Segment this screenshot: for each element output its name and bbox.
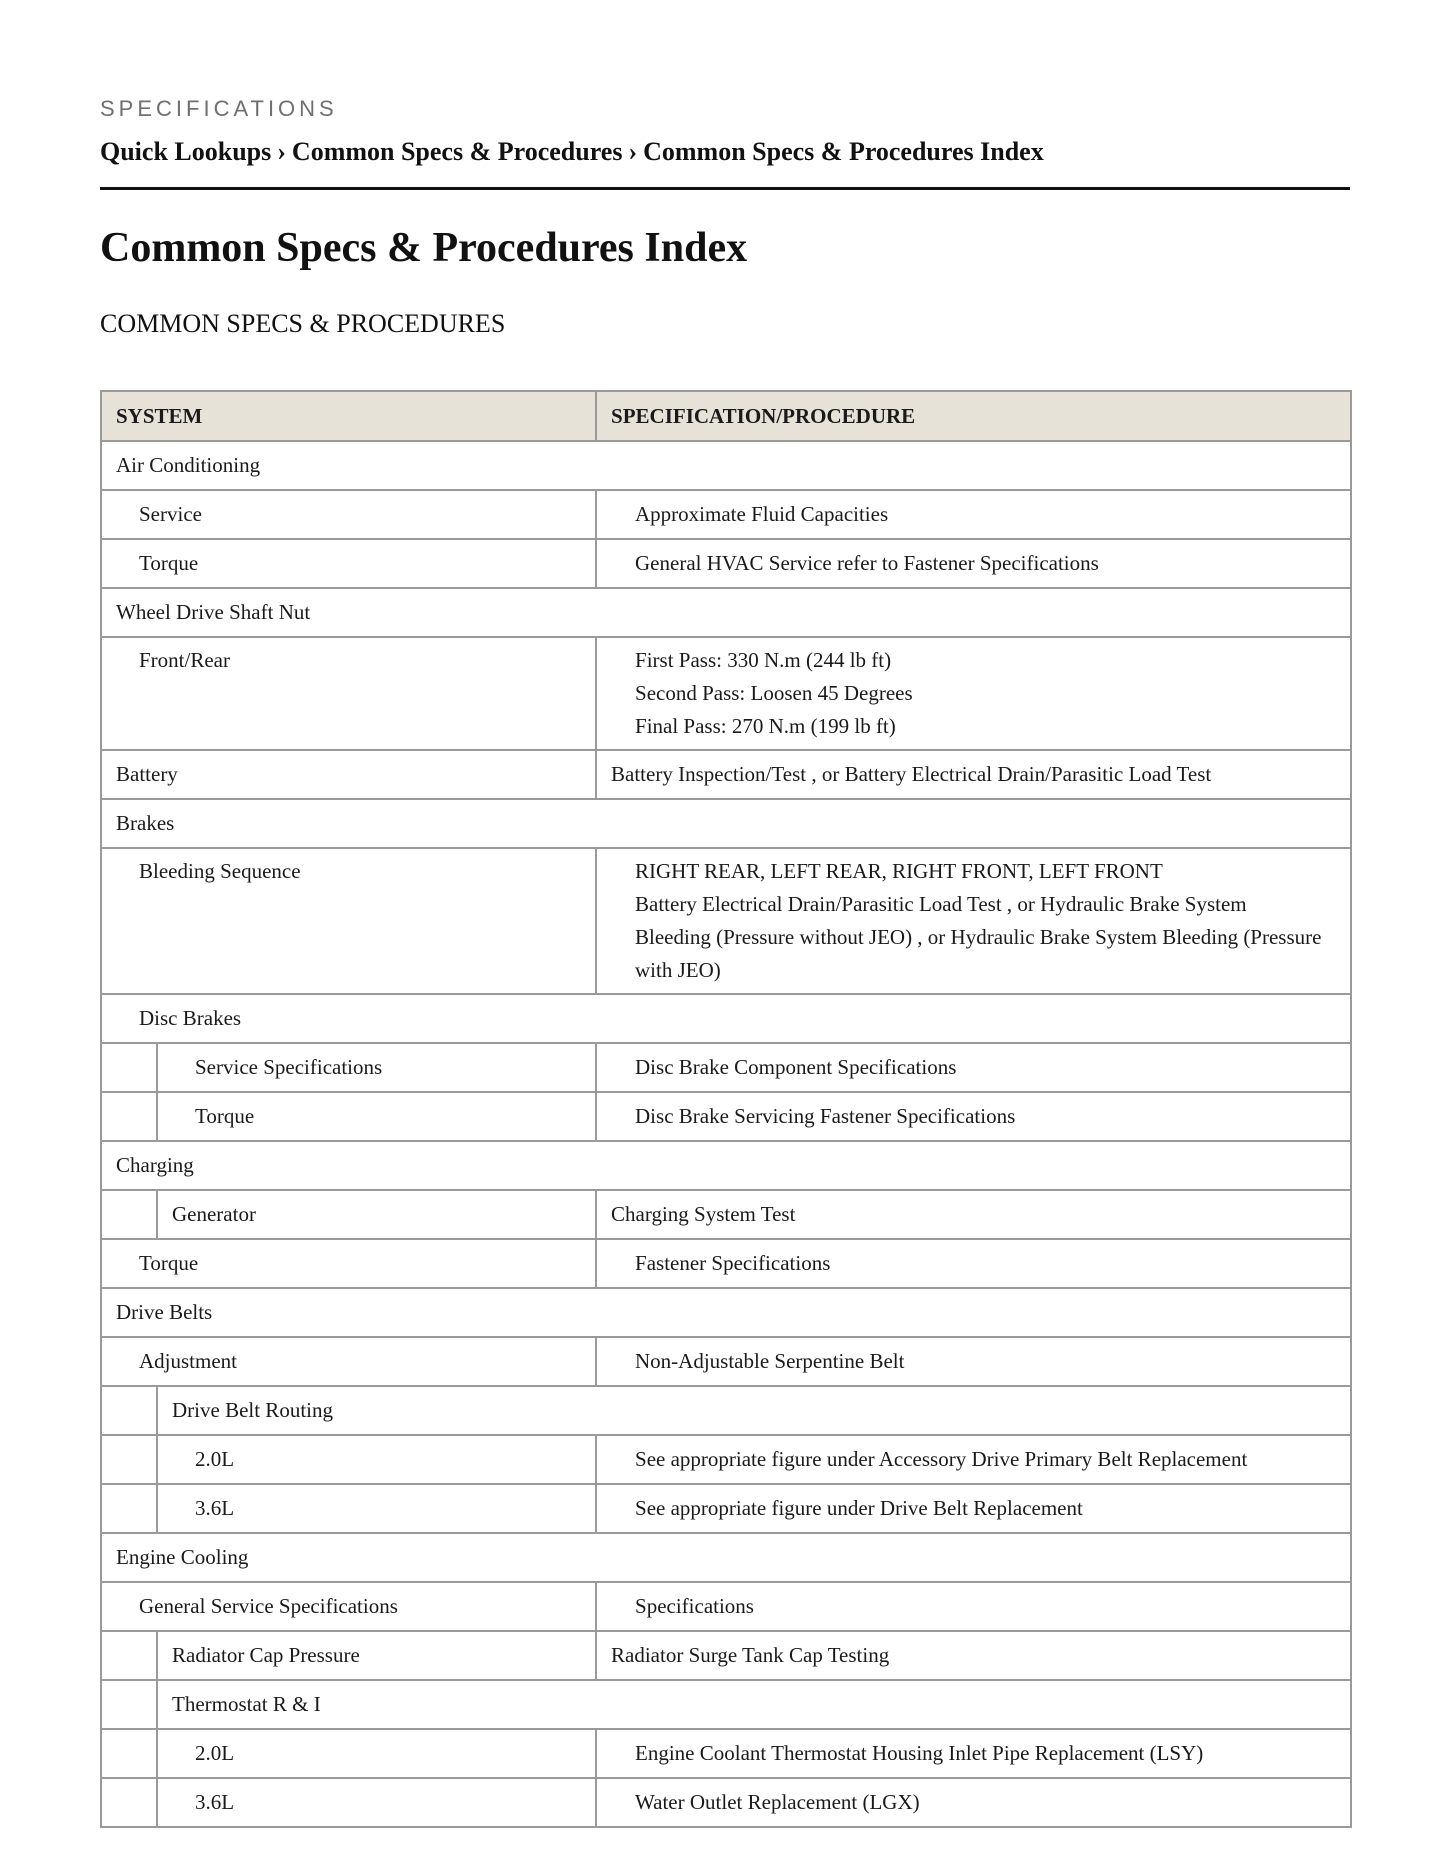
indent-cell xyxy=(101,1386,157,1435)
system-cell: 3.6L xyxy=(157,1484,596,1533)
system-cell: Torque xyxy=(101,1239,596,1288)
system-cell: Charging xyxy=(101,1141,1351,1190)
breadcrumb-separator: › xyxy=(628,137,638,166)
table-row xyxy=(101,1190,1351,1239)
system-cell: Disc Brakes xyxy=(101,994,1351,1043)
table-row xyxy=(101,1386,1351,1435)
breadcrumb-item-common-specs[interactable]: Common Specs & Procedures xyxy=(291,137,623,166)
system-cell: Front/Rear xyxy=(101,637,596,750)
spec-link[interactable]: Engine Coolant Thermostat Housing Inlet Pipe Replacement (LSY) xyxy=(596,1729,1351,1778)
table-row xyxy=(101,1582,1351,1631)
table-row xyxy=(101,994,1351,1043)
spec-link[interactable]: Approximate Fluid Capacities xyxy=(596,490,1351,539)
table-row xyxy=(101,637,1351,750)
indent-cell xyxy=(101,1484,157,1533)
table-row xyxy=(101,1141,1351,1190)
indent-cell xyxy=(101,1631,157,1680)
table-row xyxy=(101,1435,1351,1484)
system-cell: Service xyxy=(101,490,596,539)
system-cell: 2.0L xyxy=(157,1435,596,1484)
column-header-system: SYSTEM xyxy=(101,391,596,441)
spec-line: Second Pass: Loosen 45 Degrees xyxy=(635,681,913,705)
table-row xyxy=(101,1092,1351,1141)
system-cell: Brakes xyxy=(101,799,1351,848)
table-row xyxy=(101,750,1351,799)
system-cell: Air Conditioning xyxy=(101,441,1351,490)
column-header-spec: SPECIFICATION/PROCEDURE xyxy=(596,391,1351,441)
table-row xyxy=(101,1631,1351,1680)
indent-cell xyxy=(101,1435,157,1484)
indent-cell xyxy=(101,1190,157,1239)
spec-link[interactable]: Fastener Specifications xyxy=(596,1239,1351,1288)
table-row xyxy=(101,588,1351,637)
spec-link[interactable]: Water Outlet Replacement (LGX) xyxy=(596,1778,1351,1827)
breadcrumb xyxy=(100,137,1044,167)
table-header-row xyxy=(101,391,1351,441)
system-cell: Adjustment xyxy=(101,1337,596,1386)
table-row xyxy=(101,799,1351,848)
system-cell: Wheel Drive Shaft Nut xyxy=(101,588,1351,637)
system-cell: 2.0L xyxy=(157,1729,596,1778)
spec-link[interactable]: See appropriate figure under Drive Belt Replacement xyxy=(596,1484,1351,1533)
breadcrumb-item-current: Common Specs & Procedures Index xyxy=(643,137,1044,166)
table-row xyxy=(101,1484,1351,1533)
system-cell: Radiator Cap Pressure xyxy=(157,1631,596,1680)
spec-link[interactable]: Charging System Test xyxy=(596,1190,1351,1239)
system-cell: Thermostat R & I xyxy=(157,1680,1351,1729)
specs-table xyxy=(100,390,1352,1828)
system-cell: Generator xyxy=(157,1190,596,1239)
table-row xyxy=(101,1680,1351,1729)
table-row xyxy=(101,1337,1351,1386)
table-row xyxy=(101,1729,1351,1778)
spec-cell xyxy=(596,848,1351,994)
table-row xyxy=(101,1778,1351,1827)
system-cell: Drive Belt Routing xyxy=(157,1386,1351,1435)
system-cell: General Service Specifications xyxy=(101,1582,596,1631)
table-row xyxy=(101,1043,1351,1092)
table-row xyxy=(101,1288,1351,1337)
spec-cell xyxy=(596,637,1351,750)
spec-link[interactable]: Battery Electrical Drain/Parasitic Load Test , or Hydraulic Brake System xyxy=(635,892,1247,916)
spec-link[interactable]: Battery Inspection/Test , or Battery Electrical Drain/Parasitic Load Test xyxy=(596,750,1351,799)
system-cell: Drive Belts xyxy=(101,1288,1351,1337)
system-cell: Bleeding Sequence xyxy=(101,848,596,994)
section-label: SPECIFICATIONS xyxy=(100,96,338,121)
spec-line: Final Pass: 270 N.m (199 lb ft) xyxy=(635,714,896,738)
spec-link[interactable]: Bleeding (Pressure without JEO) , or Hydraulic Brake System Bleeding (Pressure xyxy=(635,925,1322,949)
page-title: Common Specs & Procedures Index xyxy=(100,225,748,271)
indent-cell xyxy=(101,1043,157,1092)
spec-line: RIGHT REAR, LEFT REAR, RIGHT FRONT, LEFT FRONT xyxy=(635,859,1163,883)
system-cell: 3.6L xyxy=(157,1778,596,1827)
system-cell: Torque xyxy=(157,1092,596,1141)
breadcrumb-separator: › xyxy=(277,137,286,166)
spec-link[interactable]: Disc Brake Servicing Fastener Specifications xyxy=(596,1092,1351,1141)
indent-cell xyxy=(101,1729,157,1778)
page-subtitle: COMMON SPECS & PROCEDURES xyxy=(100,309,506,338)
spec-link[interactable]: with JEO) xyxy=(635,958,721,982)
header-divider xyxy=(100,187,1350,190)
spec-link[interactable]: Non-Adjustable Serpentine Belt xyxy=(596,1337,1351,1386)
system-cell: Service Specifications xyxy=(157,1043,596,1092)
system-cell: Battery xyxy=(101,750,596,799)
spec-line: First Pass: 330 N.m (244 lb ft) xyxy=(635,648,892,672)
table-row xyxy=(101,441,1351,490)
spec-link[interactable]: Disc Brake Component Specifications xyxy=(596,1043,1351,1092)
table-row xyxy=(101,490,1351,539)
table-row xyxy=(101,539,1351,588)
indent-cell xyxy=(101,1680,157,1729)
system-cell: Engine Cooling xyxy=(101,1533,1351,1582)
spec-link[interactable]: See appropriate figure under Accessory Drive Primary Belt Replacement xyxy=(596,1435,1351,1484)
system-cell: Torque xyxy=(101,539,596,588)
table-row xyxy=(101,848,1351,994)
spec-link[interactable]: General HVAC Service refer to Fastener Specifications xyxy=(596,539,1351,588)
table-row xyxy=(101,1239,1351,1288)
indent-cell xyxy=(101,1778,157,1827)
spec-link[interactable]: Radiator Surge Tank Cap Testing xyxy=(596,1631,1351,1680)
table-row xyxy=(101,1533,1351,1582)
indent-cell xyxy=(101,1092,157,1141)
breadcrumb-item-quick-lookups[interactable]: Quick Lookups xyxy=(100,137,272,166)
spec-link[interactable]: Specifications xyxy=(596,1582,1351,1631)
